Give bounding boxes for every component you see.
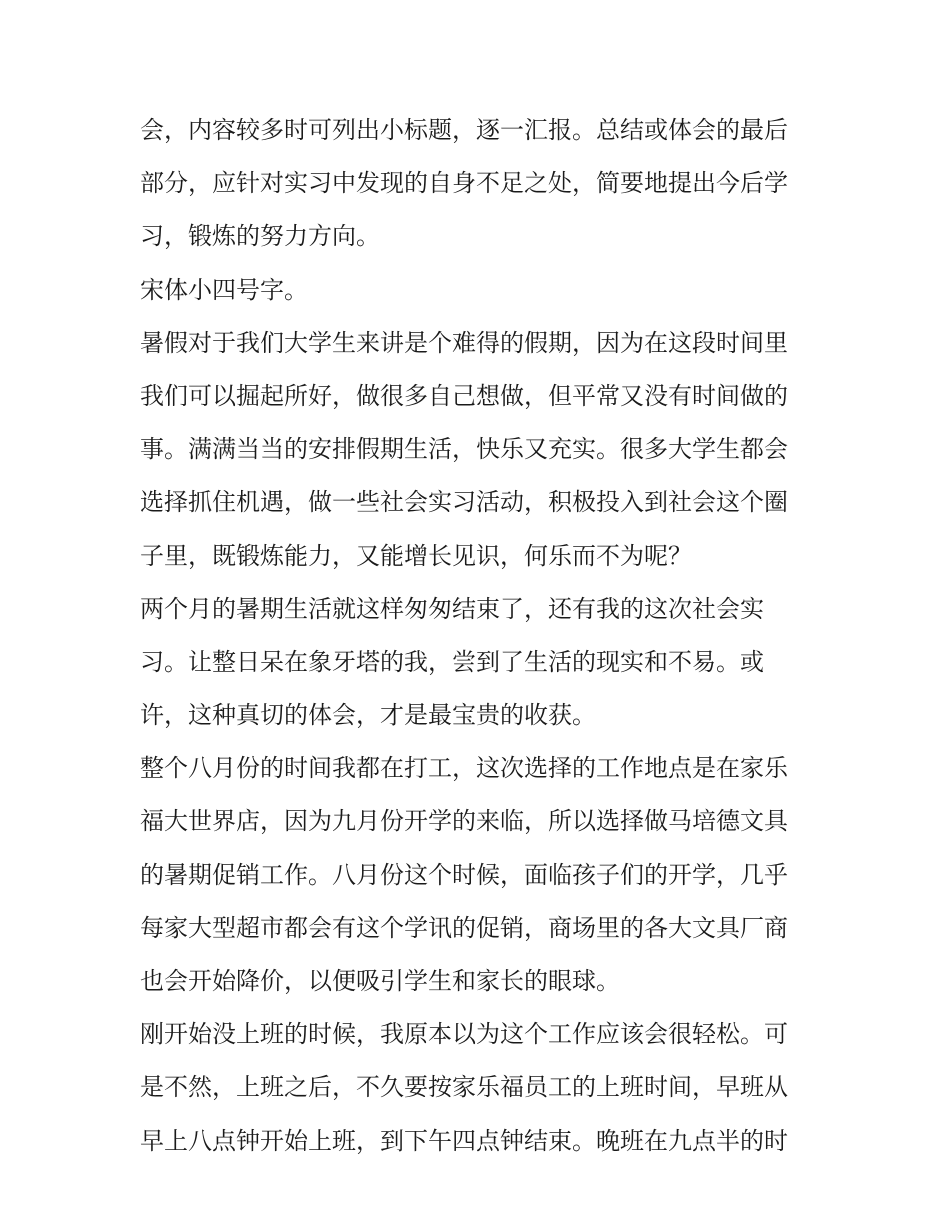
text-line: 每家大型超市都会有这个学讯的促销，商场里的各大文具厂商 [140, 913, 788, 942]
text-line: 的暑期促销工作。八月份这个时候，面临孩子们的开学，几乎 [140, 860, 788, 889]
text-line: 整个八月份的时间我都在打工，这次选择的工作地点是在家乐 [140, 754, 788, 783]
text-line: 宋体小四号字。 [140, 275, 308, 304]
text-line: 暑假对于我们大学生来讲是个难得的假期，因为在这段时间里 [140, 328, 788, 357]
text-line: 早上八点钟开始上班，到下午四点钟结束。晚班在九点半的时 [140, 1126, 788, 1155]
text-line: 事。满满当当的安排假期生活，快乐又充实。很多大学生都会 [140, 435, 788, 464]
text-line: 部分，应针对实习中发现的自身不足之处，简要地提出今后学 [140, 169, 788, 198]
text-line: 我们可以掘起所好，做很多自己想做，但平常又没有时间做的 [140, 381, 788, 410]
text-line: 福大世界店，因为九月份开学的来临，所以选择做马培德文具 [140, 807, 788, 836]
text-line: 习。让整日呆在象牙塔的我，尝到了生活的现实和不易。或 [140, 647, 764, 676]
text-line: 习，锻炼的努力方向。 [140, 222, 380, 251]
text-line: 会，内容较多时可列出小标题，逐一汇报。总结或体会的最后 [140, 116, 788, 144]
text-line: 子里，既锻炼能力，又能增长见识，何乐而不为呢？ [140, 541, 692, 570]
text-line: 选择抓住机遇，做一些社会实习活动，积极投入到社会这个圈 [140, 488, 788, 517]
document-body [140, 104, 816, 1168]
text-line: 刚开始没上班的时候，我原本以为这个工作应该会很轻松。可 [140, 1020, 788, 1049]
text-line: 许，这种真切的体会，才是最宝贵的收获。 [140, 701, 596, 730]
text-line: 是不然，上班之后，不久要按家乐福员工的上班时间，早班从 [140, 1073, 788, 1102]
text-line: 两个月的暑期生活就这样匆匆结束了，还有我的这次社会实 [140, 594, 764, 623]
text-line: 也会开始降价，以便吸引学生和家长的眼球。 [140, 967, 620, 995]
